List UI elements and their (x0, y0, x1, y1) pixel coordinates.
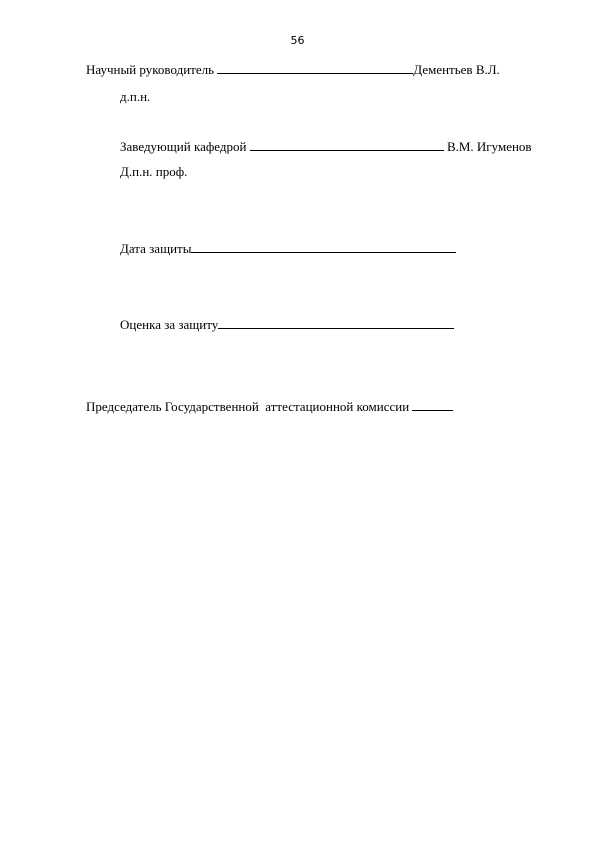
supervisor-line (86, 61, 500, 78)
commission-chair-label: Председатель Государственной аттестационной комиссии (86, 399, 410, 414)
commission-chair-signature-blank (412, 398, 453, 411)
defense-date-blank (191, 240, 456, 253)
head-of-department-label: Заведующий кафедрой (120, 139, 247, 154)
supervisor-degree: д.п.н. (120, 89, 151, 104)
head-of-department-degree: Д.п.н. проф. (120, 164, 188, 179)
head-of-department-line (120, 138, 532, 155)
page-number: 56 (290, 34, 305, 47)
head-of-department-signature-blank (250, 138, 444, 151)
defense-date-line (120, 240, 456, 257)
defense-grade-line (120, 316, 454, 333)
defense-date-label: Дата защиты (120, 241, 192, 256)
defense-grade-blank (218, 316, 454, 329)
supervisor-signature-blank (217, 61, 413, 74)
head-of-department-name: В.М. Игуменов (446, 139, 532, 154)
commission-chair-line (86, 398, 453, 415)
supervisor-name: Дементьев В.Л. (413, 62, 500, 77)
supervisor-label: Научный руководитель (86, 62, 215, 77)
defense-grade-label: Оценка за защиту (120, 317, 219, 332)
